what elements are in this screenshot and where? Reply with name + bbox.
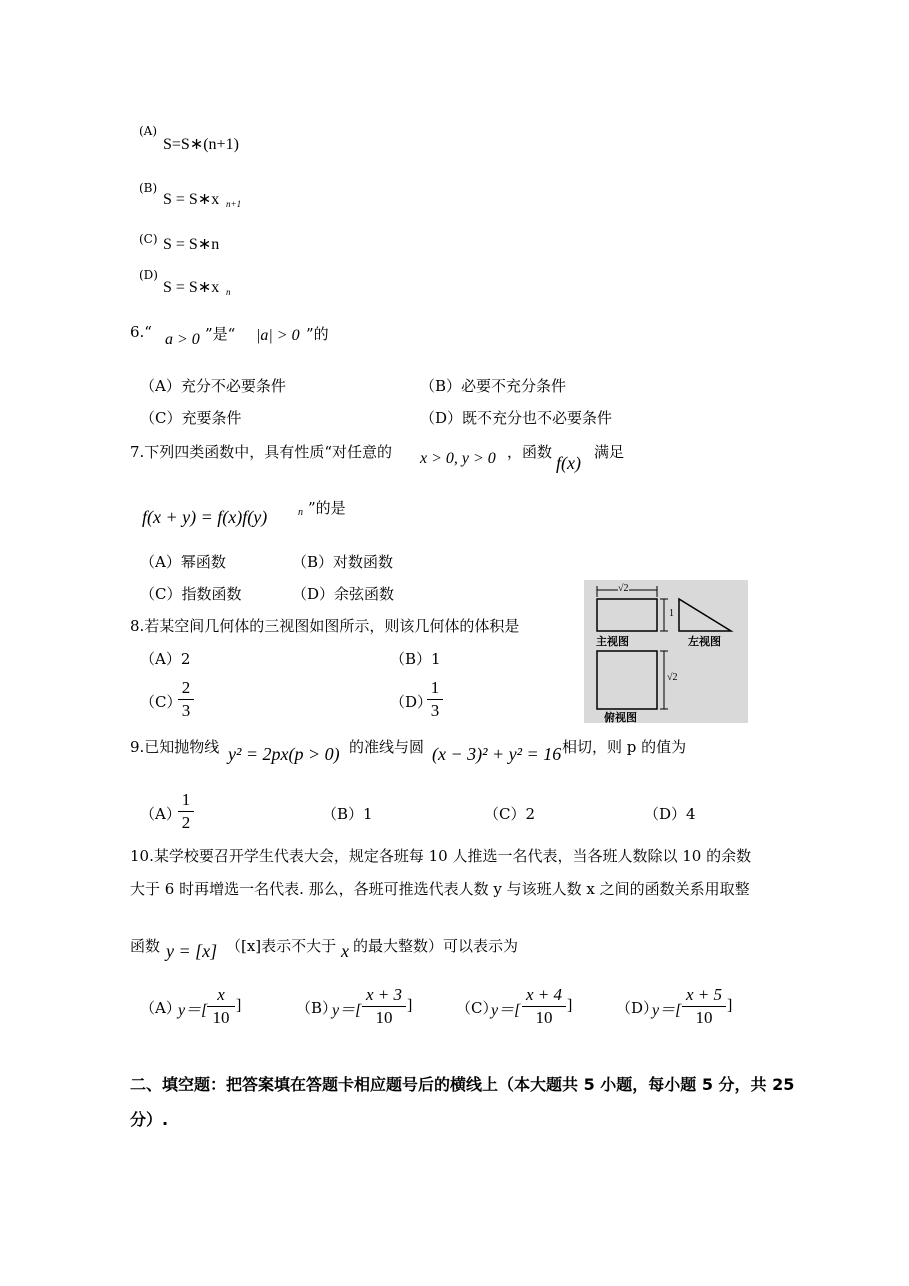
option-text: 必要不充分条件 bbox=[461, 377, 567, 395]
section-2-line1: 二、填空题：把答案填在答题卡相应题号后的横线上（本大题共 5 小题，每小题 5 分，共 25 bbox=[130, 1075, 795, 1094]
q7-fx: f(x) bbox=[556, 453, 581, 473]
fraction-denominator: 10 bbox=[375, 1008, 393, 1027]
option-suffix: ] bbox=[236, 997, 242, 1014]
option-label: （B） bbox=[420, 377, 462, 395]
option-label: (C) bbox=[139, 232, 158, 246]
option-text: 1 bbox=[431, 650, 441, 668]
fraction-denominator: 2 bbox=[181, 813, 191, 832]
q8-option-d-fraction bbox=[427, 678, 443, 721]
option-expr: S = S∗x bbox=[163, 191, 220, 208]
q9-option-b bbox=[322, 803, 373, 824]
fraction-numerator: x bbox=[217, 985, 225, 1004]
option-prefix: y＝[ bbox=[178, 1002, 208, 1019]
option-label: （B） bbox=[292, 553, 334, 571]
option-text: 充要条件 bbox=[181, 409, 242, 427]
section-2-line2: 分）. bbox=[130, 1110, 169, 1129]
option-text: 充分不必要条件 bbox=[180, 377, 286, 395]
q8-option-c-label: （C） bbox=[140, 693, 182, 711]
option-label: （A） bbox=[140, 650, 181, 668]
option-label: （C） bbox=[456, 999, 498, 1017]
option-label: (B) bbox=[139, 181, 158, 195]
option-label: （D） bbox=[420, 409, 463, 427]
fraction-numerator: x + 4 bbox=[525, 985, 563, 1004]
option-prefix: y＝[ bbox=[332, 1002, 362, 1019]
q7-formula-tail: ”的是 bbox=[308, 499, 346, 517]
option-subscript: n+1 bbox=[226, 199, 242, 209]
left-view-label: 左视图 bbox=[688, 635, 721, 648]
q9-option-a-fraction bbox=[178, 790, 194, 833]
q6-option-b bbox=[420, 375, 566, 396]
q6-prefix: 6.“ bbox=[130, 323, 152, 341]
q10-x-var: x bbox=[341, 941, 349, 961]
q9-circle: (x − 3)² + y² = 16 bbox=[432, 744, 562, 764]
option-label: （D） bbox=[644, 805, 687, 823]
q10-line1: 10.某学校要召开学生代表大会，规定各班每 10 人推选一名代表，当各班人数除以 10 的余数 bbox=[130, 847, 752, 865]
option-text: 2 bbox=[180, 650, 191, 668]
fraction-denominator: 10 bbox=[695, 1008, 713, 1027]
option-text: 4 bbox=[686, 805, 696, 823]
q8-stem: 8.若某空间几何体的三视图如图所示，则该几何体的体积是 bbox=[130, 617, 520, 635]
q8-option-d-label: （D） bbox=[390, 693, 433, 711]
three-view-figure bbox=[584, 580, 748, 723]
option-label: （C） bbox=[484, 805, 526, 823]
option-suffix: ] bbox=[727, 997, 733, 1014]
option-fraction bbox=[207, 985, 235, 1028]
option-label: （A） bbox=[140, 553, 181, 571]
q8-option-b bbox=[390, 648, 441, 669]
option-label: (A) bbox=[139, 124, 158, 138]
option-text: 指数函数 bbox=[181, 585, 242, 603]
left-view-triangle bbox=[679, 599, 731, 631]
fraction-denominator: 10 bbox=[535, 1008, 553, 1027]
q6-cond1: a > 0 bbox=[165, 331, 200, 348]
option-text: 1 bbox=[363, 805, 373, 823]
q7-option-c bbox=[140, 583, 242, 604]
top-view-rect bbox=[597, 651, 657, 709]
q10-line2: 大于 6 时再增选一名代表. 那么，各班可推选代表人数 y 与该班人数 x 之间的函数关系用取整 bbox=[130, 880, 750, 898]
dim-sqrt2-top: √2 bbox=[618, 583, 629, 594]
option-label: （D） bbox=[292, 585, 335, 603]
q6-suffix: ”的 bbox=[306, 325, 329, 343]
option-text: 2 bbox=[525, 805, 536, 823]
q9-option-c bbox=[484, 803, 535, 824]
option-label: （D） bbox=[616, 999, 659, 1017]
fraction-numerator: 1 bbox=[181, 790, 191, 809]
q9-parabola: y² = 2px(p > 0) bbox=[228, 744, 340, 764]
top-view-label: 俯视图 bbox=[604, 711, 637, 724]
q10-line3-c: 的最大整数）可以表示为 bbox=[353, 937, 519, 955]
q10-floor-expr: y = [x] bbox=[166, 941, 218, 961]
q6-option-c bbox=[140, 407, 242, 428]
option-suffix: ] bbox=[407, 997, 413, 1014]
q10-line3-a: 函数 bbox=[130, 937, 161, 955]
q7-option-d bbox=[292, 583, 394, 604]
q8-option-a bbox=[140, 648, 190, 669]
dim-one: 1 bbox=[669, 608, 674, 619]
q9-option-a-label: （A） bbox=[140, 805, 181, 823]
option-label: （B） bbox=[296, 999, 338, 1017]
option-prefix: y＝[ bbox=[652, 1002, 682, 1019]
option-fraction bbox=[522, 985, 566, 1028]
q6-mid: ”是“ bbox=[205, 325, 236, 343]
front-view-label: 主视图 bbox=[596, 635, 629, 648]
q7-option-a bbox=[140, 551, 226, 572]
q7-option-b bbox=[292, 551, 393, 572]
fraction-denominator: 3 bbox=[430, 701, 440, 720]
q10-line3-b: （[x]表示不大于 bbox=[226, 937, 337, 955]
q6-option-d bbox=[420, 407, 612, 428]
fraction-numerator: x + 5 bbox=[685, 985, 723, 1004]
fraction-numerator: x + 3 bbox=[365, 985, 403, 1004]
option-label: （A） bbox=[140, 999, 181, 1017]
fraction-denominator: 10 bbox=[212, 1008, 230, 1027]
option-label: （C） bbox=[140, 409, 182, 427]
q6-cond2: |a| > 0 bbox=[256, 327, 300, 344]
option-label: （C） bbox=[140, 585, 182, 603]
option-label: (D) bbox=[139, 268, 158, 282]
option-text: 幂函数 bbox=[180, 553, 226, 571]
q7-cond: x > 0, y > 0 bbox=[420, 450, 496, 467]
option-fraction bbox=[682, 985, 726, 1028]
three-view-drawing bbox=[584, 580, 748, 723]
option-expr: S = S∗x bbox=[163, 279, 220, 296]
front-view-rect bbox=[597, 599, 657, 631]
option-text: 对数函数 bbox=[333, 553, 394, 571]
option-prefix: y＝[ bbox=[491, 1002, 521, 1019]
q9-prefix: 9.已知抛物线 bbox=[130, 738, 220, 756]
fraction-numerator: 1 bbox=[430, 678, 440, 697]
q6-option-a bbox=[140, 375, 286, 396]
dim-sqrt2-side: √2 bbox=[667, 672, 678, 683]
fraction-denominator: 3 bbox=[181, 701, 191, 720]
q7-formula: f(x + y) = f(x)f(y) bbox=[142, 507, 268, 527]
option-label: （B） bbox=[322, 805, 364, 823]
option-subscript: n bbox=[226, 287, 231, 297]
option-label: （A） bbox=[140, 377, 181, 395]
option-expr: S=S∗(n+1) bbox=[163, 136, 239, 153]
option-suffix: ] bbox=[567, 997, 573, 1014]
option-text: 余弦函数 bbox=[334, 585, 395, 603]
q7-stem-b: ，函数 bbox=[507, 443, 553, 461]
q9-suffix: 相切，则 p 的值为 bbox=[562, 738, 687, 756]
q7-formula-sup: n bbox=[298, 507, 303, 518]
q9-mid: 的准线与圆 bbox=[349, 738, 425, 756]
fraction-numerator: 2 bbox=[181, 678, 191, 697]
q7-stem-a: 7.下列四类函数中，具有性质“对任意的 bbox=[130, 443, 392, 461]
option-label: （B） bbox=[390, 650, 432, 668]
q9-option-d bbox=[644, 803, 696, 824]
q8-option-c-fraction bbox=[178, 678, 194, 721]
option-text: 既不充分也不必要条件 bbox=[462, 409, 613, 427]
option-fraction bbox=[362, 985, 406, 1028]
q7-stem-c: 满足 bbox=[594, 443, 625, 461]
option-expr: S = S∗n bbox=[163, 236, 220, 253]
